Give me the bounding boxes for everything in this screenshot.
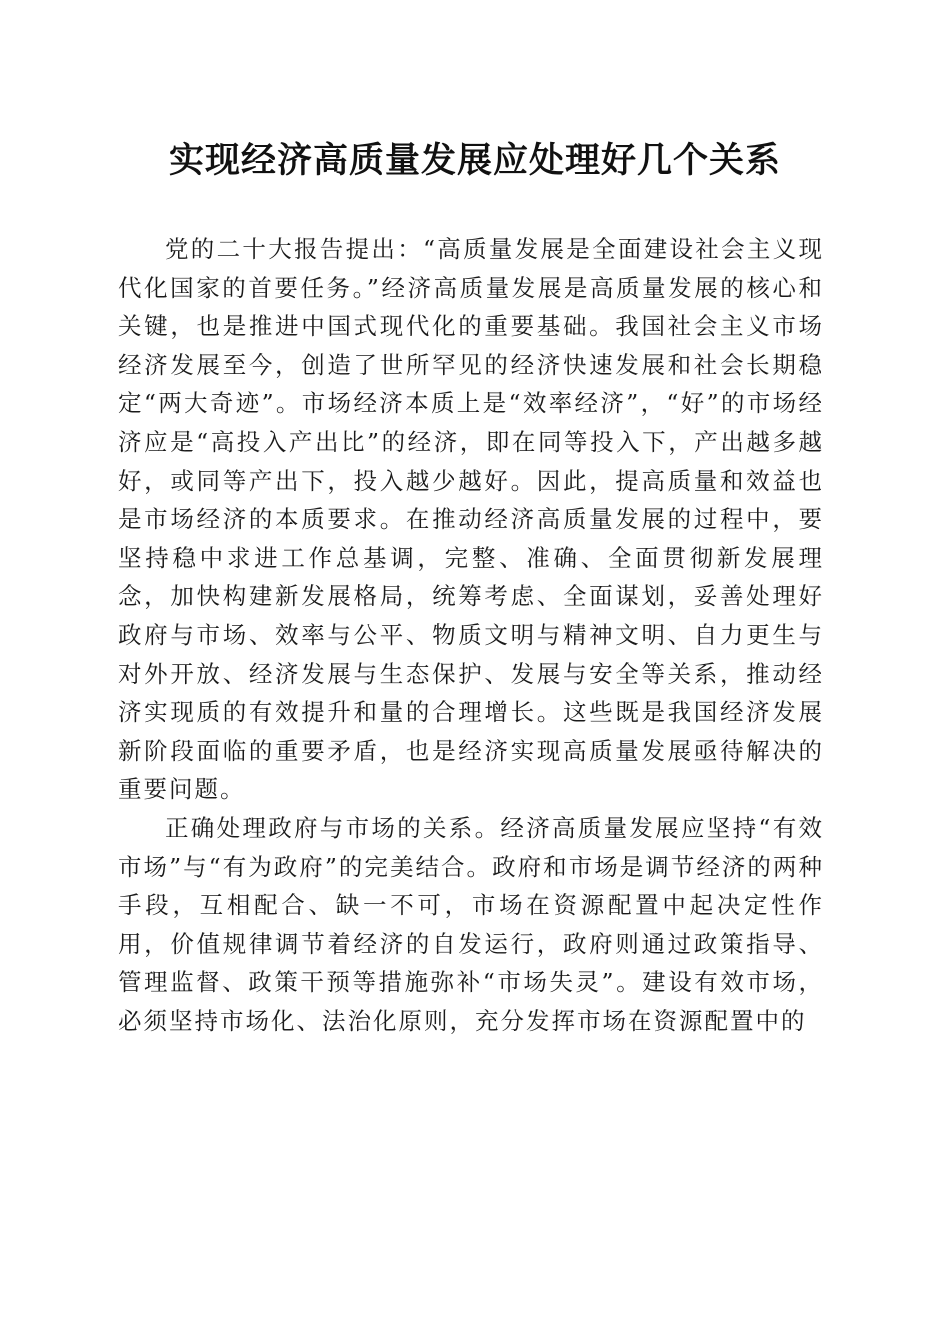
document-body [118, 230, 824, 1040]
document-title: 实现经济高质量发展应处理好几个关系 [168, 140, 781, 181]
paragraph-1: 党的二十大报告提出：“高质量发展是全面建设社会主义现代化国家的首要任务。”经济高质量发展是高质量发展的核心和关键，也是推进中国式现代化的重要基础。我国社会主义市场经济发展至今，创造了世所罕见的经济快速发展和社会长期稳定“两大奇迹”。市场经济本质上是“效率经济”，“好”的市场经济应是“高投入产出比”的经济，即在同等投入下，产出越多越好，或同等产出下，投入越少越好。因此，提高质量和效益也是市场经济的本质要求。在推动经济高质量发展的过程中，要坚持稳中求进工作总基调，完整、准确、全面贯彻新发展理念，加快构建新发展格局，统筹考虑、全面谋划，妥善处理好政府与市场、效率与公平、物质文明与精神文明、自力更生与对外开放、经济发展与生态保护、发展与安全等关系，推动经济实现质的有效提升和量的合理增长。这些既是我国经济发展新阶段面临的重要矛盾，也是经济实现高质量发展亟待解决的重要问题。 [118, 235, 824, 804]
paragraph-2: 正确处理政府与市场的关系。经济高质量发展应坚持“有效市场”与“有为政府”的完美结合。政府和市场是调节经济的两种手段，互相配合、缺一不可，市场在资源配置中起决定性作用，价值规律调节着经济的自发运行，政府则通过政策指导、管理监督、政策干预等措施弥补“市场失灵”。建设有效市场，必须坚持市场化、法治化原则，充分发挥市场在资源配置中的 [118, 813, 824, 1035]
